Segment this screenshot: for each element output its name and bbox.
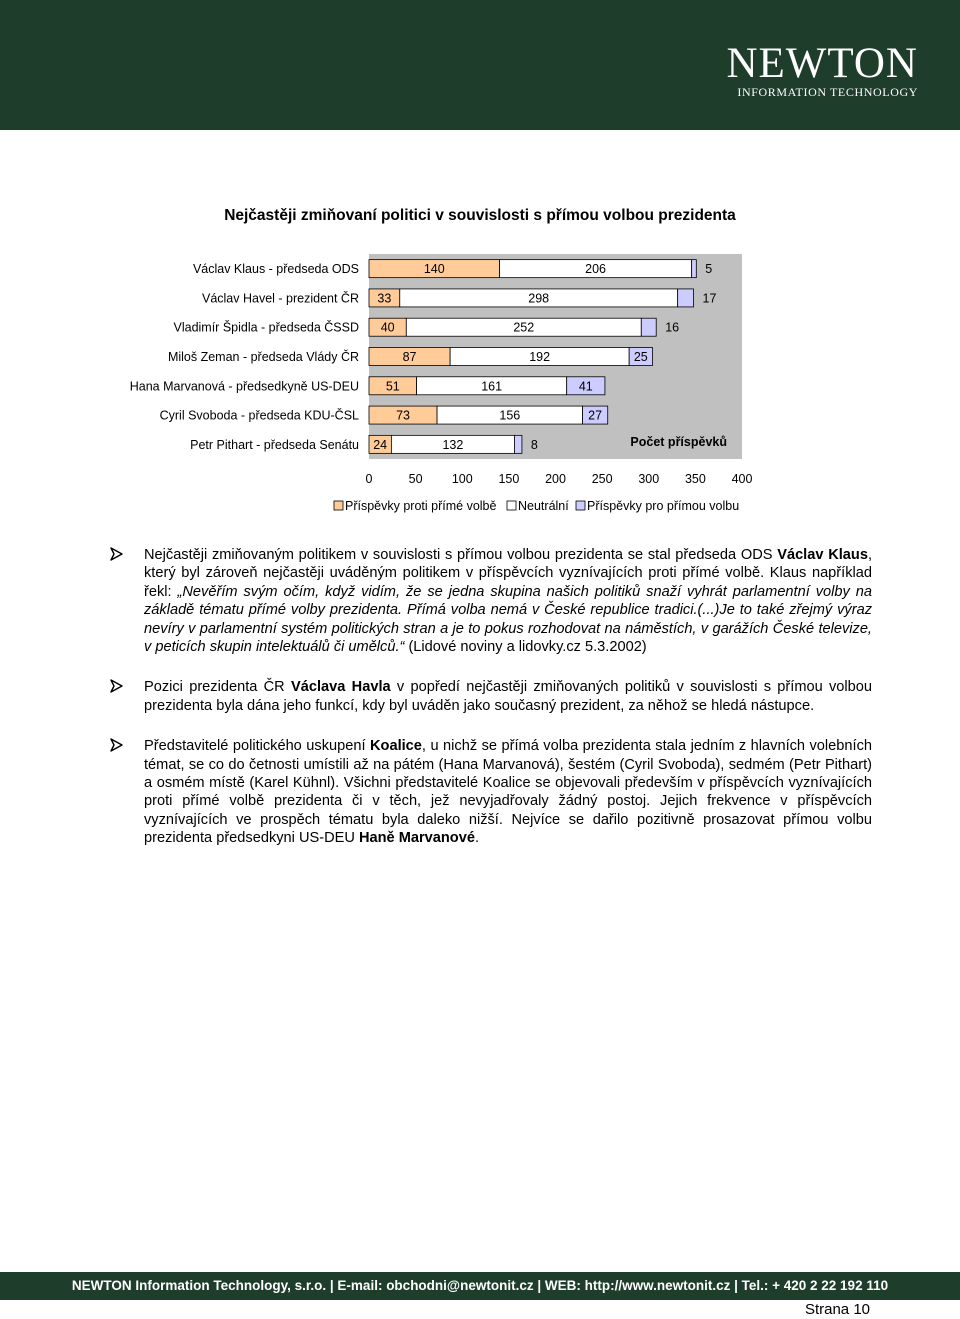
bold-text: Koalice: [370, 738, 422, 755]
bullet-paragraph: [110, 546, 872, 656]
arrow-bullet-icon: [110, 679, 124, 693]
bar-segment: [692, 260, 697, 278]
body-text: , který byl zároveň nejčastěji uváděným politikem v příspěvcích vyznívajících proti přímé volbě. Klaus například řekl:: [144, 547, 872, 600]
category-label: Petr Pithart - předseda Senátu: [190, 437, 359, 452]
category-label: Václav Klaus - předseda ODS: [192, 262, 359, 277]
legend-label: Neutrální: [518, 499, 569, 513]
data-label: 156: [499, 408, 521, 423]
data-label: 17: [702, 291, 717, 306]
x-tick-label: 250: [591, 472, 613, 486]
x-tick-label: 300: [638, 472, 660, 486]
data-label: 40: [380, 320, 395, 335]
chart-annotation: Počet příspěvků: [630, 435, 727, 449]
footer-band: [0, 1272, 960, 1300]
bold-text: Václav Klaus: [777, 547, 868, 563]
category-label: Hana Marvanová - předsedkyně US-DEU: [129, 379, 359, 394]
body-text: Nejčastěji zmiňovaným politikem v souvislosti s přímou volbou prezidenta se stal předseda ODS: [144, 547, 778, 563]
bullet-paragraph: [110, 678, 872, 715]
bar-segment: [641, 318, 656, 336]
data-label: 16: [665, 320, 680, 335]
footer-contact-text: NEWTON Information Technology, s.r.o. | E-mail: obchodni@newtonit.cz | WEB: http://www.newtonit.cz | Tel.: + 420 2 22 192 110: [71, 1278, 889, 1293]
arrow-bullet-icon: [110, 547, 124, 561]
arrow-bullet-icon: [110, 738, 124, 752]
bold-text: Haně Marvanové: [358, 830, 475, 847]
data-label: 161: [481, 379, 503, 394]
data-label: 25: [633, 350, 648, 364]
data-label: 33: [377, 291, 392, 306]
body-text: Představitelé politického uskupení: [144, 738, 370, 755]
data-label: 41: [578, 379, 593, 394]
category-label: Vladimír Špidla - předseda ČSSD: [173, 320, 359, 335]
logo-tagline: INFORMATION TECHNOLOGY: [737, 85, 918, 99]
legend-swatch: [507, 501, 516, 510]
stacked-bar-chart: [0, 0, 960, 530]
legend-label: Příspěvky pro přímou volbu: [587, 499, 740, 513]
x-tick-label: 100: [451, 472, 473, 486]
bullet-paragraph: [110, 737, 872, 847]
category-label: Cyril Svoboda - předseda KDU-ČSL: [159, 408, 359, 423]
data-label: 51: [385, 379, 400, 394]
chart-title: Nejčastěji zmiňovaní politici v souvislosti s přímou volbou prezidenta: [224, 207, 736, 224]
bullet-list: [110, 546, 872, 870]
bar-segment: [514, 435, 521, 453]
data-label: 132: [442, 437, 464, 452]
body-text: (Lidové noviny a lidovky.cz 5.3.2002): [404, 639, 647, 656]
category-label: Miloš Zeman - předseda Vlády ČR: [167, 350, 359, 364]
data-label: 298: [528, 291, 550, 306]
body-text: .: [474, 830, 480, 847]
data-label: 5: [705, 262, 713, 277]
legend-label: Příspěvky proti přímé volbě: [345, 499, 497, 513]
data-label: 252: [513, 320, 535, 335]
body-text: , u nichž se přímá volba prezidenta stala jedním z hlavních volebních témat, se co do četnosti umístili až na pátém (Hana Marvanová), šestém (Cyril Svoboda), sedmém (Petr Pithart) a osmém místě (Karel Kühnl). Všichni představitelé Koalice se objevovali především v příspěvcích vyznívajících proti přímé volbě prezidenta či v těch, jež nevyjadřovaly žádný postoj. Jejich frekvence v příspěvcích vyznívajících ve prospěch tématu byla daleko nižší. Nejvíce se dařilo pozitivně prosazovat přímou volbu prezidenta předsedkyni US-DEU: [144, 738, 872, 847]
italic-quote: „Nevěřím svým očím, když vidím, že se jedna skupina našich politiků snaží vyhrát parlamentní volby na základě tématu přímé volby prezidenta. Přímá volba nemá v České republice tradici.(...)Je to také zřejmý výraz nevíry v parlamentní systém politických stran a je to pokus rozhodovat na náměstích, v garážích České televize, v peticích skupin intelektuálů či umělců.“: [144, 583, 872, 656]
legend-swatch: [334, 501, 343, 510]
body-text: Pozici prezidenta ČR: [144, 679, 292, 696]
data-label: 192: [529, 350, 551, 364]
x-tick-label: 0: [365, 472, 373, 486]
category-label: Václav Havel - prezident ČR: [201, 291, 359, 306]
data-label: 87: [402, 350, 417, 364]
data-label: 27: [588, 408, 603, 423]
data-label: 24: [373, 437, 388, 452]
body-text: v popředí nejčastěji zmiňovaných politiků v souvislosti s přímou volbou prezidenta byla dána jeho funkcí, kdy byl uváděn jako současný prezident, za něhož se hledá nástupce.: [144, 679, 873, 714]
data-label: 8: [530, 437, 538, 452]
data-label: 73: [396, 408, 410, 423]
bold-text: Václava Havla: [291, 679, 391, 696]
x-tick-label: 400: [731, 472, 753, 486]
bar-segment: [678, 289, 694, 307]
page-number: Strana 10: [804, 1301, 870, 1318]
legend-swatch: [576, 501, 585, 510]
x-tick-label: 50: [408, 472, 423, 486]
data-label: 206: [585, 262, 607, 277]
x-tick-label: 200: [545, 472, 566, 486]
x-tick-label: 350: [684, 472, 706, 486]
data-label: 140: [423, 262, 445, 277]
x-tick-label: 150: [498, 472, 520, 486]
logo-wordmark: NEWTON: [726, 40, 918, 87]
